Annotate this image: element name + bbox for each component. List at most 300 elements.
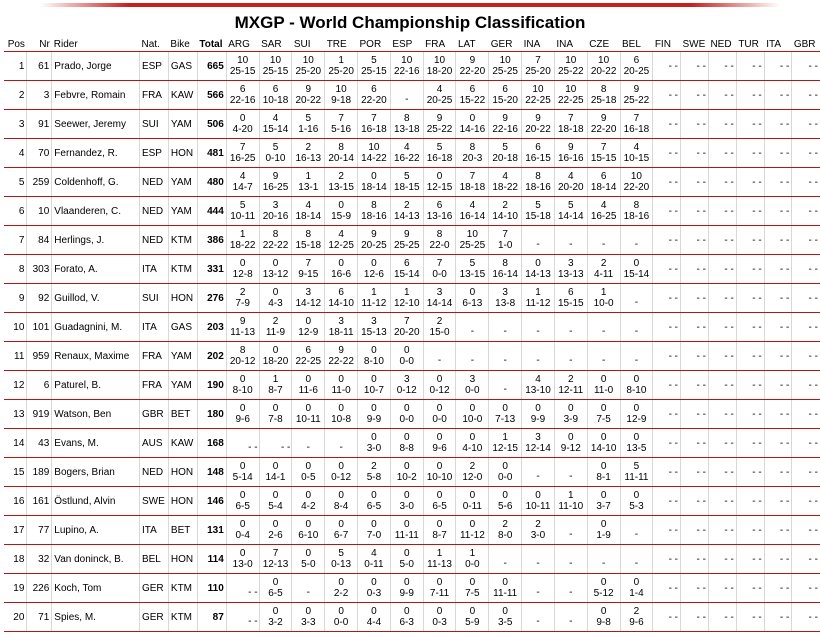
- cell-gp-result: [587, 110, 620, 139]
- gp-heat-scores: 16-18: [361, 124, 387, 135]
- gp-points: 0: [371, 345, 377, 356]
- cell-future-gp: - -: [764, 516, 792, 545]
- cell-nat: FRA: [139, 371, 168, 400]
- cell-gp-result: [390, 313, 423, 342]
- cell-gp-result: [259, 168, 292, 197]
- cell-gp-result: [259, 429, 292, 458]
- gp-points: 1: [436, 548, 443, 559]
- gp-heat-scores: 15-0: [429, 327, 450, 338]
- cell-total: 202: [197, 342, 226, 371]
- cell-gp-result: [325, 52, 358, 81]
- gp-heat-scores: 1-9: [596, 530, 611, 541]
- cell-total: 146: [197, 487, 226, 516]
- cell-bike: YAM: [168, 342, 197, 371]
- gp-heat-scores: 5-6: [497, 501, 513, 512]
- cell-gp-result: [489, 197, 522, 226]
- gp-heat-scores: 22-25: [525, 95, 551, 106]
- gp-points: 0: [436, 461, 443, 472]
- cell-gp-result: [522, 255, 555, 284]
- cell-gp-result: [587, 603, 620, 632]
- cell-gp-result: [587, 429, 620, 458]
- gp-points: 3: [436, 287, 443, 298]
- gp-points: 8: [436, 229, 443, 240]
- col-header-nat: Nat.: [139, 37, 168, 52]
- cell-gp-result: [587, 516, 620, 545]
- gp-heat-scores: 2-2: [333, 588, 349, 599]
- cell-future-gp: - -: [736, 313, 764, 342]
- cell-gp-result: [325, 81, 358, 110]
- gp-points: 0: [403, 577, 410, 588]
- gp-heat-scores: -: [470, 326, 475, 337]
- cell-gp-result: [620, 313, 653, 342]
- cell-gp-result: [358, 255, 391, 284]
- cell-gp-result: [554, 81, 587, 110]
- gp-points: 0: [239, 490, 246, 501]
- gp-heat-scores: 4-4: [366, 617, 382, 628]
- gp-points: 0: [436, 403, 443, 414]
- cell-nat: NED: [139, 458, 168, 487]
- cell-gp-result: [423, 284, 456, 313]
- gp-heat-scores: -: [601, 326, 606, 337]
- gp-heat-scores: 25-22: [623, 95, 650, 106]
- gp-points: 0: [239, 258, 246, 269]
- cell-gp-result: [390, 371, 423, 400]
- gp-heat-scores: 1-4: [629, 588, 644, 599]
- cell-gp-result: [456, 255, 489, 284]
- gp-heat-scores: 3-2: [268, 617, 283, 628]
- gp-points: 9: [600, 113, 607, 124]
- cell-future-gp: - -: [764, 139, 792, 168]
- cell-bike: YAM: [168, 371, 197, 400]
- gp-heat-scores: 0-0: [399, 414, 414, 425]
- gp-heat-scores: 20-20: [558, 182, 584, 193]
- gp-heat-scores: 20-25: [426, 95, 453, 106]
- gp-points: 0: [535, 403, 541, 414]
- gp-heat-scores: 18-14: [295, 211, 322, 222]
- gp-points: 10: [499, 55, 511, 66]
- gp-points: 10: [565, 55, 577, 66]
- gp-points: 0: [600, 403, 607, 414]
- cell-gp-result: [620, 545, 653, 574]
- gp-heat-scores: -: [503, 384, 507, 395]
- gp-points: 0: [338, 258, 344, 269]
- cell-future-gp: - -: [708, 313, 736, 342]
- cell-gp-result: [358, 197, 391, 226]
- gp-heat-scores: 4-20: [232, 124, 253, 135]
- gp-points: 0: [502, 577, 508, 588]
- gp-points: 0: [600, 519, 607, 530]
- col-header-future-gp: ITA: [764, 37, 792, 52]
- gp-heat-scores: 25-18: [590, 95, 617, 106]
- gp-heat-scores: 13-5: [626, 443, 647, 454]
- cell-future-gp: - -: [764, 255, 792, 284]
- cell-gp-result: [554, 226, 587, 255]
- gp-points: 0: [371, 606, 377, 617]
- cell-gp-result: [554, 342, 587, 371]
- gp-heat-scores: 20-18: [492, 153, 518, 164]
- gp-heat-scores: -: [569, 529, 573, 540]
- cell-gp-result: [456, 603, 489, 632]
- gp-heat-scores: 16-16: [558, 153, 584, 164]
- cell-gp-result: [358, 168, 391, 197]
- gp-points: 5: [502, 142, 508, 153]
- gp-heat-scores: - -: [280, 442, 291, 453]
- cell-gp-result: [390, 52, 423, 81]
- gp-points: 10: [237, 55, 249, 66]
- cell-rider: Paturel, B.: [52, 371, 140, 400]
- cell-gp-result: [620, 458, 653, 487]
- gp-heat-scores: 18-22: [229, 240, 256, 251]
- gp-points: 0: [502, 606, 508, 617]
- table-row: [4, 139, 820, 168]
- cell-gp-result: [620, 168, 653, 197]
- cell-nat: GER: [139, 574, 168, 603]
- gp-heat-scores: 5-8: [366, 472, 382, 483]
- cell-gp-result: [390, 458, 423, 487]
- table-body: [4, 52, 820, 632]
- gp-heat-scores: -: [536, 558, 540, 569]
- cell-future-gp: - -: [653, 487, 681, 516]
- cell-gp-result: [325, 458, 358, 487]
- cell-gp-result: [456, 139, 489, 168]
- gp-points: 0: [371, 171, 377, 182]
- cell-nat: NED: [139, 168, 168, 197]
- cell-bike: KAW: [168, 81, 197, 110]
- gp-points: 0: [272, 258, 279, 269]
- gp-points: 0: [305, 548, 312, 559]
- cell-gp-result: [456, 545, 489, 574]
- gp-heat-scores: -: [306, 442, 310, 453]
- cell-gp-result: [620, 110, 653, 139]
- cell-total: 276: [197, 284, 226, 313]
- gp-points: 1: [403, 287, 410, 298]
- cell-gp-result: [423, 487, 456, 516]
- cell-gp-result: [358, 81, 391, 110]
- cell-future-gp: - -: [792, 342, 820, 371]
- gp-heat-scores: 12-6: [363, 269, 384, 280]
- cell-bike: HON: [168, 487, 197, 516]
- cell-total: 148: [197, 458, 226, 487]
- cell-gp-result: [554, 139, 587, 168]
- gp-points: 0: [502, 490, 508, 501]
- cell-gp-result: [390, 342, 423, 371]
- cell-future-gp: - -: [792, 168, 820, 197]
- cell-bike: KTM: [168, 226, 197, 255]
- gp-heat-scores: 14-14: [558, 211, 584, 222]
- gp-points: 0: [371, 374, 377, 385]
- cell-pos: 13: [4, 400, 27, 429]
- cell-gp-result: [489, 226, 522, 255]
- gp-points: 0: [502, 403, 508, 414]
- col-header-gp: INA: [522, 37, 555, 52]
- cell-gp-result: [489, 52, 522, 81]
- cell-bike: YAM: [168, 197, 197, 226]
- gp-heat-scores: 18-11: [328, 327, 354, 338]
- col-header-future-gp: TUR: [736, 37, 764, 52]
- cell-nr: 84: [27, 226, 52, 255]
- gp-points: 0: [338, 200, 344, 211]
- gp-points: 0: [568, 403, 574, 414]
- cell-future-gp: - -: [736, 545, 764, 574]
- cell-rider: Febvre, Romain: [52, 81, 140, 110]
- gp-points: 0: [633, 403, 640, 414]
- cell-gp-result: [259, 226, 292, 255]
- cell-future-gp: - -: [764, 603, 792, 632]
- gp-points: 4: [371, 548, 377, 559]
- cell-future-gp: - -: [708, 255, 736, 284]
- gp-points: 4: [600, 200, 607, 211]
- gp-points: 0: [469, 113, 476, 124]
- cell-bike: HON: [168, 139, 197, 168]
- gp-heat-scores: 0-3: [432, 617, 447, 628]
- gp-heat-scores: 12-15: [426, 182, 453, 193]
- gp-heat-scores: 11-12: [525, 298, 551, 309]
- gp-points: 0: [436, 490, 443, 501]
- cell-gp-result: [489, 458, 522, 487]
- cell-gp-result: [522, 168, 555, 197]
- gp-heat-scores: 5-16: [331, 124, 352, 135]
- cell-gp-result: [587, 168, 620, 197]
- cell-rider: Östlund, Alvin: [52, 487, 140, 516]
- gp-points: 4: [502, 171, 508, 182]
- gp-heat-scores: 11-12: [459, 530, 485, 541]
- cell-gp-result: [226, 313, 259, 342]
- gp-heat-scores: 14-1: [265, 472, 286, 483]
- cell-future-gp: - -: [708, 284, 736, 313]
- gp-heat-scores: -: [437, 355, 442, 366]
- cell-gp-result: [423, 81, 456, 110]
- cell-gp-result: [423, 139, 456, 168]
- gp-heat-scores: 25-25: [393, 240, 420, 251]
- gp-heat-scores: -: [470, 355, 475, 366]
- cell-future-gp: - -: [653, 110, 681, 139]
- gp-points: 0: [469, 432, 476, 443]
- cell-gp-result: [522, 284, 555, 313]
- cell-gp-result: [554, 52, 587, 81]
- cell-gp-result: [554, 516, 587, 545]
- gp-heat-scores: 4-10: [462, 443, 483, 454]
- cell-nr: 3: [27, 81, 52, 110]
- gp-heat-scores: -: [503, 355, 507, 366]
- gp-heat-scores: 10-7: [363, 385, 384, 396]
- cell-gp-result: [620, 342, 653, 371]
- cell-total: 203: [197, 313, 226, 342]
- cell-pos: 20: [4, 603, 27, 632]
- cell-future-gp: - -: [792, 429, 820, 458]
- gp-points: 2: [436, 316, 443, 327]
- col-header-future-gp: GBR: [792, 37, 820, 52]
- col-header-future-gp: NED: [708, 37, 736, 52]
- gp-heat-scores: 13-0: [232, 559, 253, 570]
- cell-gp-result: [587, 139, 620, 168]
- gp-heat-scores: 22-22: [262, 240, 289, 251]
- cell-future-gp: - -: [792, 110, 820, 139]
- gp-heat-scores: - -: [248, 442, 258, 453]
- gp-points: 0: [371, 577, 377, 588]
- cell-gp-result: [423, 197, 456, 226]
- cell-gp-result: [292, 284, 325, 313]
- gp-heat-scores: 22-0: [429, 240, 450, 251]
- cell-total: 331: [197, 255, 226, 284]
- cell-gp-result: [325, 284, 358, 313]
- gp-heat-scores: 11-0: [593, 385, 614, 396]
- gp-heat-scores: -: [569, 587, 573, 598]
- gp-heat-scores: 10-11: [230, 211, 256, 222]
- gp-points: 2: [239, 287, 246, 298]
- gp-heat-scores: 7-5: [596, 414, 611, 425]
- gp-heat-scores: 7-8: [268, 414, 283, 425]
- gp-heat-scores: 0-12: [331, 472, 352, 483]
- gp-heat-scores: 5-0: [301, 559, 316, 570]
- gp-heat-scores: 22-16: [492, 124, 518, 135]
- cell-rider: Bogers, Brian: [52, 458, 140, 487]
- cell-future-gp: - -: [681, 458, 709, 487]
- cell-gp-result: [456, 342, 489, 371]
- cell-nr: 71: [27, 603, 52, 632]
- gp-heat-scores: -: [536, 587, 540, 598]
- cell-bike: YAM: [168, 110, 197, 139]
- cell-pos: 17: [4, 516, 27, 545]
- cell-future-gp: - -: [736, 255, 764, 284]
- cell-gp-result: [226, 110, 259, 139]
- gp-points: 0: [469, 287, 476, 298]
- cell-gp-result: [620, 516, 653, 545]
- cell-future-gp: - -: [764, 168, 792, 197]
- gp-points: 0: [239, 403, 246, 414]
- gp-heat-scores: 10-15: [623, 153, 650, 164]
- cell-gp-result: [620, 197, 653, 226]
- col-header-gp: SAR: [259, 37, 292, 52]
- cell-nat: NED: [139, 226, 168, 255]
- gp-points: 8: [633, 200, 640, 211]
- cell-gp-result: [587, 52, 620, 81]
- cell-nr: 70: [27, 139, 52, 168]
- table-row: [4, 429, 820, 458]
- cell-bike: HON: [168, 545, 197, 574]
- cell-gp-result: [292, 574, 325, 603]
- table-row: [4, 458, 820, 487]
- cell-rider: Renaux, Maxime: [52, 342, 140, 371]
- table-row: [4, 110, 820, 139]
- cell-gp-result: [489, 342, 522, 371]
- cell-gp-result: [423, 226, 456, 255]
- cell-gp-result: [390, 81, 423, 110]
- cell-gp-result: [292, 342, 325, 371]
- gp-points: 0: [338, 374, 344, 385]
- gp-points: 1: [469, 548, 476, 559]
- gp-heat-scores: 15-14: [393, 269, 420, 280]
- table-row: [4, 284, 820, 313]
- gp-heat-scores: 0-4: [235, 530, 250, 541]
- cell-nr: 303: [27, 255, 52, 284]
- gp-heat-scores: 8-1: [596, 472, 611, 483]
- gp-points: 2: [338, 171, 344, 182]
- col-header-gp: CZE: [587, 37, 620, 52]
- gp-heat-scores: 16-22: [393, 153, 420, 164]
- gp-points: 10: [630, 171, 642, 182]
- cell-future-gp: - -: [736, 342, 764, 371]
- gp-heat-scores: 15-14: [623, 269, 650, 280]
- cell-future-gp: - -: [736, 197, 764, 226]
- cell-gp-result: [587, 545, 620, 574]
- cell-gp-result: [259, 139, 292, 168]
- gp-heat-scores: -: [634, 355, 639, 366]
- cell-gp-result: [259, 487, 292, 516]
- cell-future-gp: - -: [764, 545, 792, 574]
- col-header-gp: INA: [554, 37, 587, 52]
- cell-future-gp: - -: [708, 429, 736, 458]
- cell-future-gp: - -: [792, 603, 820, 632]
- cell-gp-result: [423, 574, 456, 603]
- gp-heat-scores: 8-7: [268, 385, 283, 396]
- col-header-gp: ESP: [390, 37, 423, 52]
- cell-future-gp: - -: [681, 110, 709, 139]
- gp-heat-scores: -: [503, 326, 507, 337]
- gp-heat-scores: 9-9: [366, 414, 382, 425]
- gp-points: 10: [466, 229, 478, 240]
- cell-gp-result: [259, 342, 292, 371]
- gp-heat-scores: 0-0: [432, 269, 447, 280]
- cell-bike: BET: [168, 400, 197, 429]
- gp-heat-scores: 20-22: [525, 124, 551, 135]
- cell-rider: Van doninck, B.: [52, 545, 140, 574]
- gp-points: 5: [305, 113, 312, 124]
- gp-points: 6: [338, 287, 344, 298]
- gp-points: 3: [469, 374, 476, 385]
- gp-heat-scores: -: [569, 471, 573, 482]
- cell-gp-result: [292, 81, 325, 110]
- gp-heat-scores: 9-12: [560, 443, 581, 454]
- gp-heat-scores: 15-14: [262, 124, 289, 135]
- cell-total: 168: [197, 429, 226, 458]
- gp-points: 6: [600, 171, 607, 182]
- cell-gp-result: [423, 371, 456, 400]
- cell-rider: Evans, M.: [52, 429, 140, 458]
- col-header-gp: TRE: [325, 37, 358, 52]
- gp-heat-scores: -: [569, 616, 573, 627]
- gp-points: 4: [305, 200, 312, 211]
- cell-future-gp: - -: [792, 52, 820, 81]
- gp-points: 9: [502, 113, 508, 124]
- cell-gp-result: [358, 574, 391, 603]
- cell-pos: 1: [4, 52, 27, 81]
- gp-heat-scores: 8-10: [626, 385, 647, 396]
- cell-future-gp: - -: [681, 342, 709, 371]
- gp-heat-scores: 18-20: [262, 356, 289, 367]
- cell-future-gp: - -: [653, 574, 681, 603]
- cell-bike: KAW: [168, 429, 197, 458]
- gp-heat-scores: 4-11: [593, 269, 614, 280]
- cell-gp-result: [489, 603, 522, 632]
- gp-points: 2: [568, 374, 574, 385]
- cell-gp-result: [325, 255, 358, 284]
- cell-future-gp: - -: [681, 371, 709, 400]
- gp-heat-scores: -: [536, 471, 540, 482]
- gp-heat-scores: 18-16: [361, 211, 387, 222]
- cell-gp-result: [522, 52, 555, 81]
- gp-heat-scores: 12-9: [298, 327, 319, 338]
- cell-future-gp: - -: [792, 255, 820, 284]
- gp-points: 2: [502, 519, 508, 530]
- gp-heat-scores: 14-22: [361, 153, 387, 164]
- gp-heat-scores: 11-11: [624, 472, 649, 483]
- cell-gp-result: [456, 487, 489, 516]
- cell-future-gp: - -: [708, 516, 736, 545]
- cell-gp-result: [620, 255, 653, 284]
- gp-heat-scores: -: [536, 355, 540, 366]
- cell-gp-result: [358, 226, 391, 255]
- gp-points: 2: [403, 200, 410, 211]
